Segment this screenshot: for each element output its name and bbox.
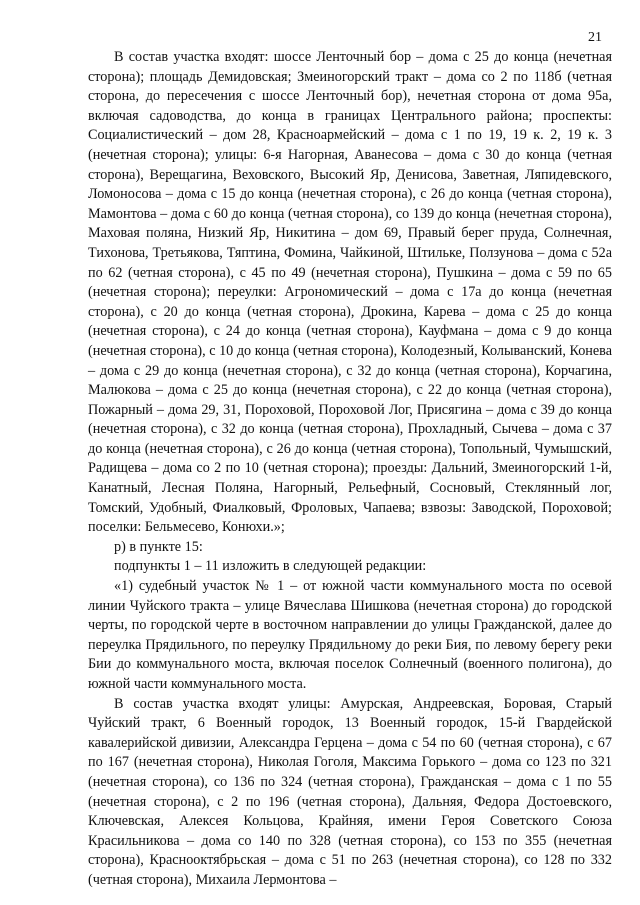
paragraph-section-1-streets: В состав участка входят улицы: Амурская, Андреевская, Боровая, Старый Чуйский тракт, 6 Военный городок, 13 Военный городок, 15-й Гвардейской кавалерийской дивизии, Александра Герцена – дома с 54 по 60 (четная сторона), с 67 по 167 (нечетная сторона), Николая Гоголя, Максима Горького – дома со 123 по 321 (нечетная сторона), со 136 по 324 (четная сторона), Гражданская – дома с 1 по 55 (нечетная сторона), с 2 по 196 (четная сторона), Дальняя, Федора Достоевского, Ключевская, Алексея Кольцова, Крайняя, имени Героя Советского Союза Красильникова – дома со 140 по 328 (четная сторона), со 153 по 355 (нечетная сторона), Краснооктябрьская – дома с 51 по 263 (нечетная сторона), со 128 по 332 (четная сторона), Михаила Лермонтова – [88,695,612,888]
paragraph-item-r: р) в пункте 15: [114,538,203,555]
paragraph-subitems-intro: подпункты 1 – 11 изложить в следующей редакции: [114,558,427,575]
page-number: 21 [588,30,602,45]
paragraph-district-composition: В состав участка входят: шоссе Ленточный бор – дома с 25 до конца (нечетная сторона); площадь Демидовская; Змеиногорский тракт – дома со 2 по 118б (четная сторона, до пересечения с шоссе Ленточный бор), нечетная сторона от дома 95а, включая садоводства, до конца в границах Центрального района; проспекты: Социалистический – дом 28, Красноармейский – дома с 1 по 19, 19 к. 2, 19 к. 3 (нечетная сторона); улицы: 6-я Нагорная, Аванесова – дома с 30 до конца (четная сторона), Верещагина, Веховского, Высокий Яр, Денисова, Заветная, Ляпидевского, Ломоносова – дома с 15 до конца (нечетная сторона), с 26 до конца (четная сторона), Мамонтова – дома с 60 до конца (четная сторона), со 139 до конца (нечетная сторона), Маховая поляна, Низкий Яр, Никитина – дом 69, Правый берег пруда, Солнечная, Тихонова, Третьякова, Тяптина, Фомина, Чайкиной, Штильке, Ползунова – дома с 52а по 62 (четная сторона), с 45 по 49 (нечетная сторона), Пушкина – дома с 59 по 65 (нечетная сторона); переулки: Агрономический – дома с 17а до конца (нечетная сторона), с 20 до конца (четная сторона), Дрокина, Карева – дома с 25 до конца (нечетная сторона), с 24 до конца (четная сторона), Кауфмана – дома с 9 до конца (нечетная сторона), с 10 до конца (четная сторона), Колодезный, Колыванский, Конева – дома с 29 до конца (нечетная сторона), с 32 до конца (четная сторона), Корчагина, Малюкова – дома с 25 до конца (нечетная сторона), с 22 до конца (четная сторона), Пожарный – дома 29, 31, Пороховой, Пороховой Лог, Присягина – дома с 39 до конца (нечетная сторона), с 32 до конца (четная сторона), Прохладный, Сычева – дома с 37 до конца (нечетная сторона), с 26 до конца (четная сторона), Топольный, Чумышский, Радищева – дома со 2 по 10 (четная сторона); проезды: Дальний, Змеиногорский 1-й, Канатный, Лесная Поляна, Нагорный, Рельефный, Сосновый, Стеклянный лог, Томский, Удобный, Фиалковый, Фроловых, Чапаева; взвозы: Заводской, Пороховой; поселки: Бельмесево, Конюхи.»; [88,49,612,536]
document-body [88,48,612,891]
paragraph-court-section-1: «1) судебный участок № 1 – от южной части коммунального моста по осевой линии Чуйского тракта – улице Вячеслава Шишкова (нечетная сторона) до городской черты, по городской черте в восточном направлении до улицы Гражданской, далее до переулка Прядильного, по переулку Прядильному до реки Бия, по левому берегу реки Бии до коммунального моста, включая поселок Солнечный (военного полигона), до южной части коммунального моста. [88,578,612,692]
